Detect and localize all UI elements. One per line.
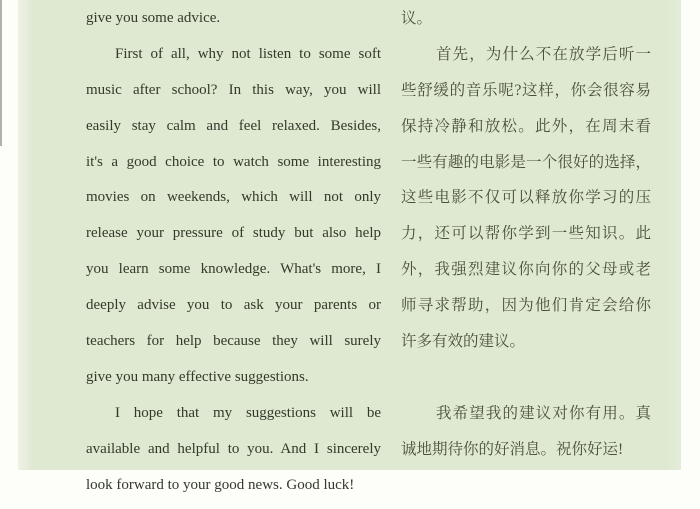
text-line: I hope that my suggestions will be <box>115 404 381 421</box>
text-line: First of all, why not listen to some soft <box>115 45 381 62</box>
chinese-text-column <box>401 7 651 509</box>
text-line: deeply advise you to ask your parents or <box>86 297 381 314</box>
text-line: 力，还可以帮你学到一些知识。此 <box>401 225 651 243</box>
text-line: look forward to your good news. Good luck! <box>86 476 355 493</box>
text-line: 师寻求帮助，因为他们肯定会给你 <box>401 297 651 315</box>
text-line: 一些有趣的电影是一个很好的选择， <box>401 153 651 171</box>
text-line: 些舒缓的音乐呢?这样，你会很容易 <box>401 81 651 99</box>
text-line: 诚地期待你的好消息。祝你好运! <box>401 440 624 458</box>
scan-edge-artifact <box>0 0 2 146</box>
text-line: available and helpful to you. And I sincerely <box>86 440 381 457</box>
text-line: 外，我强烈建议你向你的父母或老 <box>401 261 651 279</box>
english-text-column <box>86 7 381 509</box>
text-line: release your pressure of study but also help <box>86 225 381 242</box>
text-line <box>401 366 651 402</box>
text-line: 我希望我的建议对你有用。真 <box>436 404 651 422</box>
text-line: movies on weekends, which will not only <box>86 189 381 206</box>
text-line: 这些电影不仅可以释放你学习的压 <box>401 189 651 207</box>
text-line: give you many effective suggestions. <box>86 368 309 385</box>
text-line: teachers for help because they will surely <box>86 333 381 350</box>
text-line: 首先，为什么不在放学后听一 <box>436 45 651 63</box>
document-page <box>18 0 681 493</box>
text-line: 许多有效的建议。 <box>401 333 526 351</box>
text-line <box>401 474 651 509</box>
text-line: music after school? In this way, you will <box>86 81 381 98</box>
text-line: you learn some knowledge. What's more, I <box>86 261 381 278</box>
text-line: easily stay calm and feel relaxed. Besides, <box>86 117 381 134</box>
text-line: it's a good choice to watch some interesting <box>86 153 381 170</box>
text-line: 议。 <box>401 10 433 27</box>
text-line: give you some advice. <box>86 10 221 26</box>
text-line: 保持冷静和放松。此外，在周末看 <box>401 117 651 135</box>
